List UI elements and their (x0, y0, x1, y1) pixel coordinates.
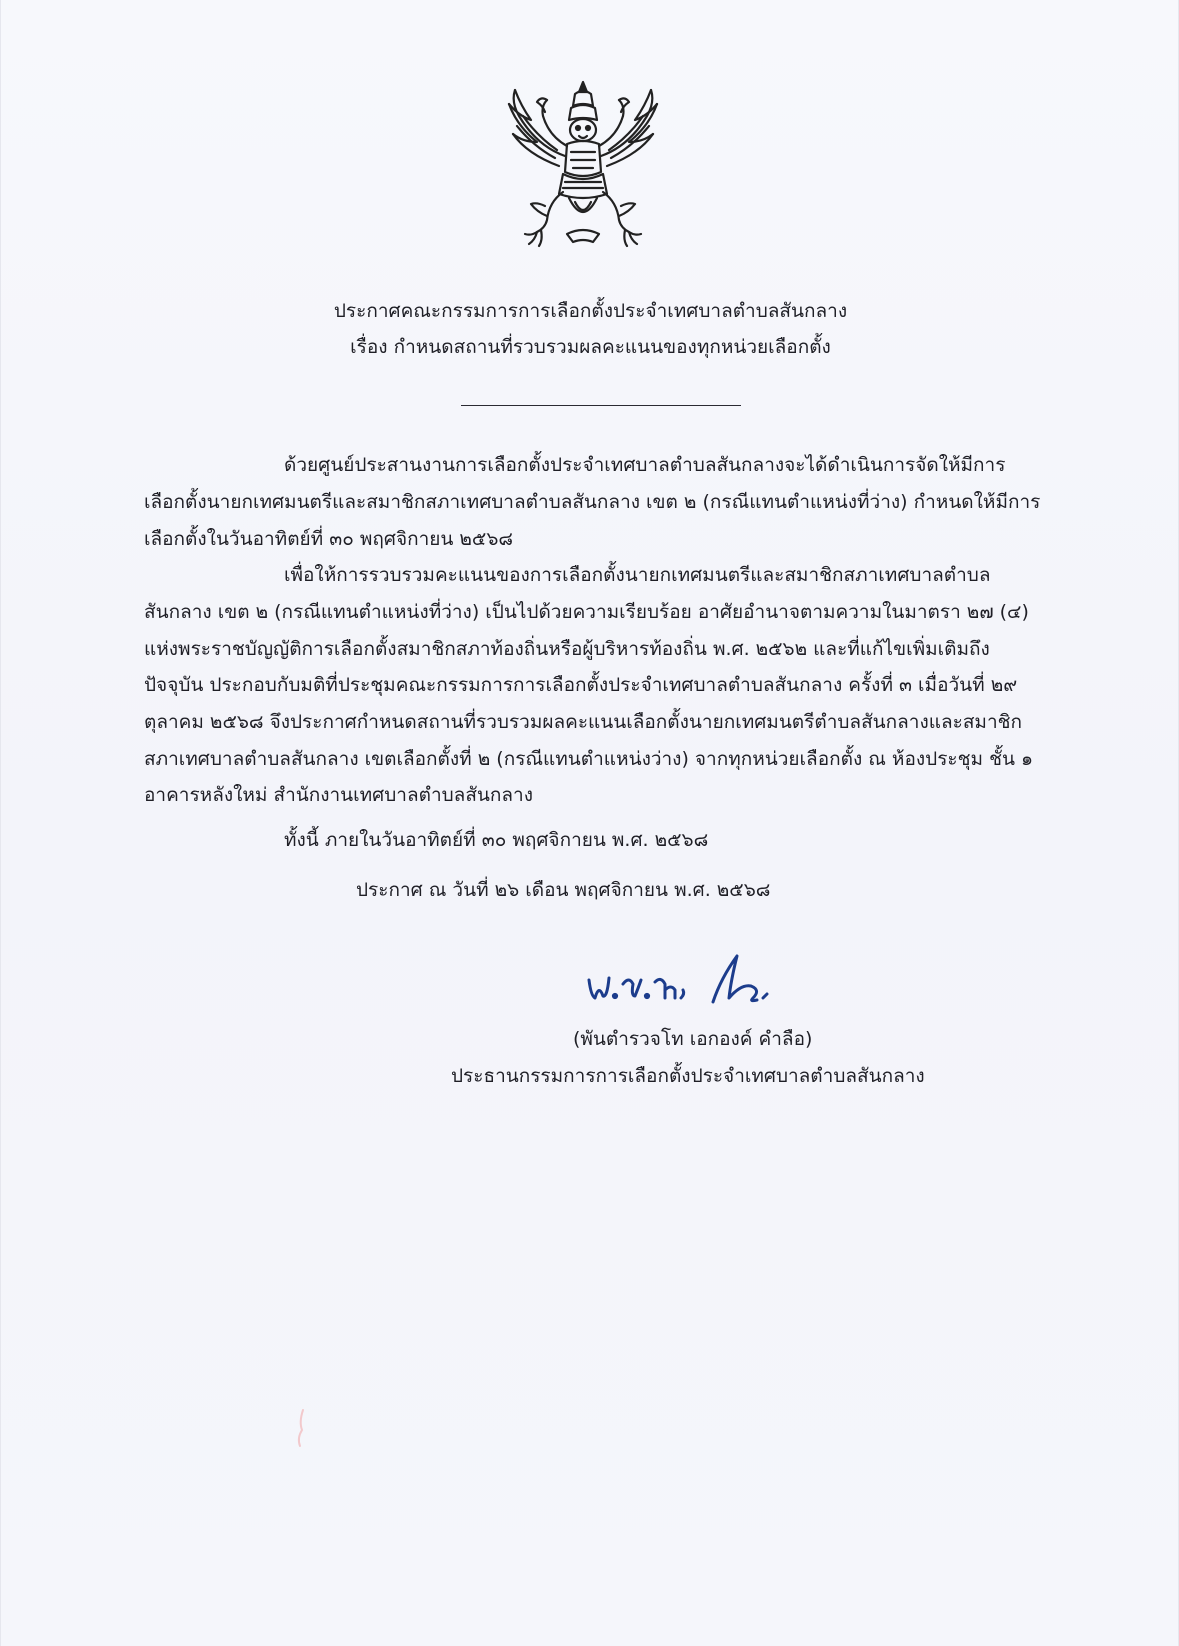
paper-stain-mark (293, 1408, 311, 1448)
paragraph-2-line-6: สภาเทศบาลตำบลสันกลาง เขตเลือกตั้งที่ ๒ (กรณีแทนตำแหน่งว่าง) จากทุกหน่วยเลือกตั้ง ณ ห้องประชุม ชั้น ๑ (144, 748, 1034, 770)
paragraph-2-line-4: ปัจจุบัน ประกอบกับมติที่ประชุมคณะกรรมการการเลือกตั้งประจำเทศบาลตำบลสันกลาง ครั้งที่ ๓ เมื่อวันที่ ๒๙ (144, 674, 1018, 696)
paragraph-2-line-2: สันกลาง เขต ๒ (กรณีแทนตำแหน่งที่ว่าง) เป็นไปด้วยความเรียบร้อย อาศัยอำนาจตามความในมาตรา ๒๗ (๔) (144, 601, 1029, 623)
paragraph-2-line-7: อาคารหลังใหม่ สำนักงานเทศบาลตำบลสันกลาง (144, 784, 534, 806)
paragraph-2-line-1: เพื่อให้การรวบรวมคะแนนของการเลือกตั้งนายกเทศมนตรีและสมาชิกสภาเทศบาลตำบล (284, 564, 991, 586)
garuda-emblem-icon (497, 76, 669, 252)
signatory-name: (พันตำรวจโท เอกองค์ คำลือ) (573, 1028, 813, 1050)
paragraph-1-line-3: เลือกตั้งในวันอาทิตย์ที่ ๓๐ พฤศจิกายน ๒๕๖๘ (144, 528, 514, 550)
heading-divider (461, 405, 741, 406)
handwritten-signature (581, 940, 801, 1020)
announcement-title: ประกาศคณะกรรมการการเลือกตั้งประจำเทศบาลตำบลสันกลาง (333, 300, 848, 322)
paragraph-3: ทั้งนี้ ภายในวันอาทิตย์ที่ ๓๐ พฤศจิกายน พ.ศ. ๒๕๖๘ (284, 829, 709, 851)
paragraph-2-line-3: แห่งพระราชบัญญัติการเลือกตั้งสมาชิกสภาท้องถิ่นหรือผู้บริหารท้องถิ่น พ.ศ. ๒๕๖๒ และที่แก้ไขเพิ่มเติมถึง (144, 638, 990, 660)
signatory-position: ประธานกรรมการการเลือกตั้งประจำเทศบาลตำบลสันกลาง (451, 1065, 925, 1087)
announcement-subject: เรื่อง กำหนดสถานที่รวบรวมผลคะแนนของทุกหน่วยเลือกตั้ง (350, 336, 831, 358)
paragraph-1-line-2: เลือกตั้งนายกเทศมนตรีและสมาชิกสภาเทศบาลตำบลสันกลาง เขต ๒ (กรณีแทนตำแหน่งที่ว่าง) กำหนดให้มีการ (144, 491, 1041, 513)
paragraph-2-line-5: ตุลาคม ๒๕๖๘ จึงประกาศกำหนดสถานที่รวบรวมผลคะแนนเลือกตั้งนายกเทศมนตรีตำบลสันกลางและสมาชิก (144, 711, 1023, 733)
paragraph-1-line-1: ด้วยศูนย์ประสานงานการเลือกตั้งประจำเทศบาลตำบลสันกลางจะได้ดำเนินการจัดให้มีการ (284, 454, 1006, 476)
announcement-date: ประกาศ ณ วันที่ ๒๖ เดือน พฤศจิกายน พ.ศ. ๒๕๖๘ (356, 879, 771, 901)
